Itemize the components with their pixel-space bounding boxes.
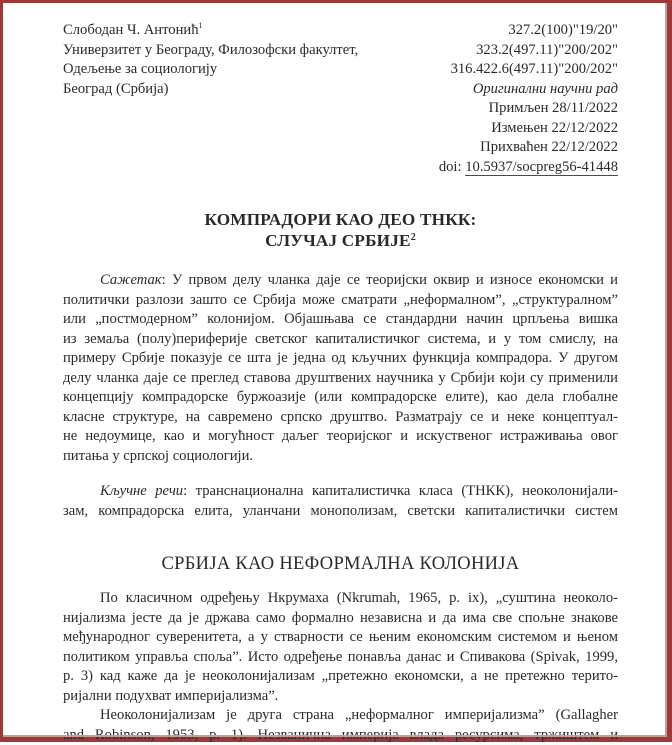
received-date: Примљен 28/11/2022	[318, 99, 618, 119]
paper-metadata	[318, 21, 618, 177]
udc-code: 327.2(100)"19/20"	[318, 21, 618, 41]
paragraph-line: међународног суверенитета, а у стварности се њеним економским системом и њеном	[63, 628, 618, 648]
doi-label: doi:	[439, 159, 465, 175]
revised-date: Измењен 22/12/2022	[318, 119, 618, 139]
paragraph-line: ријални подухват империјализма”.	[63, 687, 618, 707]
title-line-1: КОМПРАДОРИ КАО ДЕО ТНКК:	[63, 209, 618, 230]
abstract-line: класне структуре, на савремено српско друштво. Разматрају се и неке концептуал-	[63, 408, 618, 428]
body-paragraph	[63, 589, 618, 706]
abstract-line: питања у српској социологији.	[63, 447, 618, 467]
udc-code: 316.422.6(497.11)"200/202"	[318, 60, 618, 80]
udc-code: 323.2(497.11)"200/202"	[318, 41, 618, 61]
paper-title	[63, 209, 618, 251]
section-heading: СРБИЈА КАО НЕФОРМАЛНА КОЛОНИЈА	[63, 553, 618, 575]
paragraph-line: политиком управља споља”. Исто одређење понавља данас и Спивакова (Spivak, 1999,	[63, 648, 618, 668]
keywords-label: Кључне речи	[100, 483, 183, 499]
abstract-line: концепцију компрадорске буржоазије (или компрадорске елите), као дела глобалне	[63, 388, 618, 408]
abstract-line: из земаља (полу)периферије светског капиталистичког система, и у том смислу, на	[63, 330, 618, 350]
abstract-line: политички разлози зашто се Србија може сматрати „неформалном”, „структуралном”	[63, 291, 618, 311]
doi-link[interactable]: 10.5937/socpreg56-41448	[465, 159, 618, 176]
body-paragraph	[63, 706, 618, 745]
abstract-line: Сажетак: У првом делу чланка даје се теоријски оквир и износе економски и	[63, 271, 618, 291]
author-footnote-marker[interactable]: 1	[199, 21, 203, 30]
affiliation-department: Одељење за социологију	[63, 60, 393, 80]
abstract-line: не недоумице, као и могућност даљег теоријског и искуственог истраживања овог	[63, 427, 618, 447]
keywords-line: зам, компрадорска елита, уланчани монополизам, светски капиталистички систем	[63, 502, 618, 522]
affiliation-city: Београд (Србија)	[63, 80, 393, 100]
abstract-line: или „постмодерном” колонијом. Објашњава се стандардни начин црпљења вишка	[63, 310, 618, 330]
abstract-line: делу чланка даје се преглед ставова друштвених научника у Србији који су применили	[63, 369, 618, 389]
paragraph-line: Неоколонијализам је друга страна „неформалног империјализма” (Gallagher	[63, 706, 618, 726]
affiliation-university: Универзитет у Београду, Филозофски факултет,	[63, 41, 393, 61]
title-footnote-marker[interactable]: 2	[411, 232, 416, 243]
paper-type: Оригинални научни рад	[318, 80, 618, 100]
abstract-line: примеру Србије показује се шта је једна од кључних функција компрадора. У другом	[63, 349, 618, 369]
paragraph-line: нијализма јесте да је држава само формално независна и да има све спољне знакове	[63, 609, 618, 629]
abstract-label: Сажетак	[100, 272, 162, 288]
author-name-text: Слободан Ч. Антонић	[63, 22, 199, 38]
paragraph-line: p. 3) кад каже да је неоколонијализам „претежно економски, а не претежно терито-	[63, 667, 618, 687]
keywords-line: Кључне речи: транснационална капиталистичка класа (ТНКК), неоколонијали-	[63, 482, 618, 502]
paragraph-line: and Robinson, 1953, p. 1). Незванична империја влада ресурсима, тржиштем и	[63, 726, 618, 745]
title-line-2	[63, 230, 618, 251]
abstract	[63, 271, 618, 466]
title-line-2-text: СЛУЧАЈ СРБИЈЕ	[265, 231, 411, 250]
doi	[318, 158, 618, 178]
keywords	[63, 482, 618, 521]
accepted-date: Прихваћен 22/12/2022	[318, 138, 618, 158]
paragraph-line: По класичном одређењу Нкрумаха (Nkrumah, 1965, p. ix), „суштина неоколо-	[63, 589, 618, 609]
